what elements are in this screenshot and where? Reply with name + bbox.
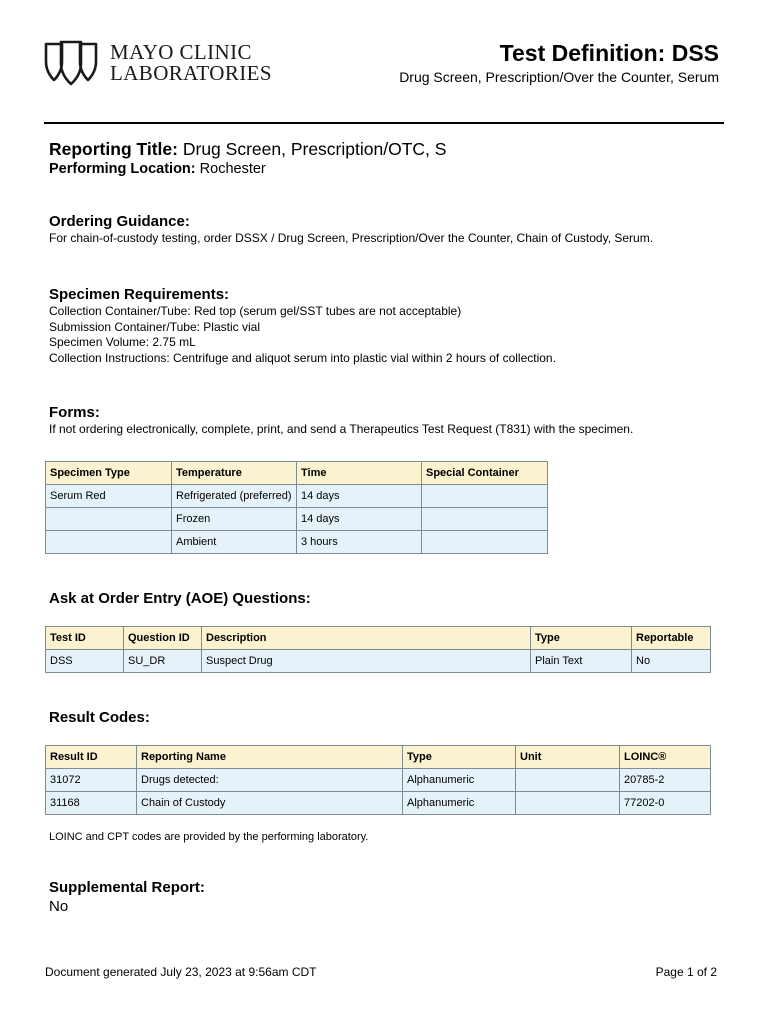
table-header-row — [46, 462, 548, 485]
title-block — [399, 40, 719, 87]
table-cell — [46, 531, 172, 554]
result-codes-heading: Result Codes: — [49, 709, 150, 726]
aoe-table — [45, 626, 711, 673]
table-cell: DSS — [46, 650, 124, 673]
table-cell: 3 hours — [297, 531, 422, 554]
specimen-stability-table — [45, 461, 548, 554]
table-row — [46, 485, 548, 508]
result-codes-section — [49, 708, 150, 727]
specimen-line: Submission Container/Tube: Plastic vial — [49, 319, 260, 334]
table-cell: Serum Red — [46, 485, 172, 508]
table-cell — [516, 792, 620, 815]
table-cell: Refrigerated (preferred) — [172, 485, 297, 508]
document-title: Test Definition: DSS — [499, 40, 719, 66]
mayo-clinic-logo — [44, 40, 272, 86]
reporting-title-label: Reporting Title: — [49, 139, 178, 159]
performing-location-value: Rochester — [199, 161, 266, 177]
table-cell: 14 days — [297, 485, 422, 508]
logo-text — [110, 42, 272, 84]
table-cell: 20785-2 — [620, 769, 711, 792]
table-cell: Suspect Drug — [202, 650, 531, 673]
specimen-line: Collection Instructions: Centrifuge and aliquot serum into plastic vial within 2 hours of collection. — [49, 350, 556, 365]
table-cell: 31168 — [46, 792, 137, 815]
ordering-guidance-heading: Ordering Guidance: — [49, 213, 190, 230]
specimen-line: Collection Container/Tube: Red top (serum gel/SST tubes are not acceptable) — [49, 304, 462, 318]
footer-generated: Document generated July 23, 2023 at 9:56am CDT — [45, 965, 317, 979]
table-cell — [422, 485, 548, 508]
table-cell: Frozen — [172, 508, 297, 531]
column-header: Reporting Name — [137, 746, 403, 769]
table-cell: Chain of Custody — [137, 792, 403, 815]
table-cell: Drugs detected: — [137, 769, 403, 792]
table-row — [46, 508, 548, 531]
supplemental-report-value: No — [49, 898, 69, 915]
performing-location-label: Performing Location: — [49, 161, 196, 177]
table-header-row — [46, 746, 711, 769]
table-cell: SU_DR — [124, 650, 202, 673]
table-cell: 14 days — [297, 508, 422, 531]
reporting-info — [49, 138, 446, 179]
loinc-note: LOINC and CPT codes are provided by the performing laboratory. — [49, 831, 369, 843]
column-header: Test ID — [46, 627, 124, 650]
supplemental-report-section — [49, 878, 205, 916]
reporting-title-value: Drug Screen, Prescription/OTC, S — [182, 139, 447, 159]
logo-line-1: MAYO CLINIC — [110, 40, 252, 64]
table-cell: Alphanumeric — [403, 769, 516, 792]
table-row — [46, 769, 711, 792]
table-cell — [422, 531, 548, 554]
table-cell — [46, 508, 172, 531]
column-header: Reportable — [632, 627, 711, 650]
footer-page-number: Page 1 of 2 — [655, 965, 717, 979]
ordering-guidance-section — [49, 212, 653, 247]
column-header: Specimen Type — [46, 462, 172, 485]
table-header-row — [46, 627, 711, 650]
column-header: Time — [297, 462, 422, 485]
ordering-guidance-text: For chain-of-custody testing, order DSSX / Drug Screen, Prescription/Over the Counter, Chain of Custody, Serum. — [49, 231, 654, 245]
column-header: Type — [531, 627, 632, 650]
table-cell: No — [632, 650, 711, 673]
table-cell — [422, 508, 548, 531]
table-row — [46, 650, 711, 673]
column-header: Result ID — [46, 746, 137, 769]
forms-heading: Forms: — [49, 404, 100, 421]
table-cell: 77202-0 — [620, 792, 711, 815]
aoe-heading: Ask at Order Entry (AOE) Questions: — [49, 590, 311, 607]
specimen-line: Specimen Volume: 2.75 mL — [49, 335, 196, 349]
table-cell: 31072 — [46, 769, 137, 792]
column-header: Temperature — [172, 462, 297, 485]
column-header: Question ID — [124, 627, 202, 650]
table-cell — [516, 769, 620, 792]
logo-line-2: LABORATORIES — [110, 61, 272, 85]
specimen-requirements-heading: Specimen Requirements: — [49, 286, 230, 303]
forms-text: If not ordering electronically, complete, print, and send a Therapeutics Test Request (T831) with the specimen. — [49, 422, 634, 436]
mayo-shields-icon — [44, 40, 98, 86]
column-header: LOINC® — [620, 746, 711, 769]
column-header: Special Container — [422, 462, 548, 485]
table-row — [46, 792, 711, 815]
result-codes-table — [45, 745, 711, 815]
header-divider — [44, 122, 724, 124]
table-cell: Plain Text — [531, 650, 632, 673]
supplemental-report-heading: Supplemental Report: — [49, 879, 205, 896]
table-row — [46, 531, 548, 554]
performing-location — [49, 160, 446, 179]
column-header: Description — [202, 627, 531, 650]
column-header: Type — [403, 746, 516, 769]
column-header: Unit — [516, 746, 620, 769]
aoe-section — [49, 589, 311, 608]
table-cell: Ambient — [172, 531, 297, 554]
reporting-title — [49, 138, 446, 160]
table-cell: Alphanumeric — [403, 792, 516, 815]
forms-section — [49, 403, 633, 438]
specimen-requirements-section — [49, 285, 556, 366]
document-subtitle: Drug Screen, Prescription/Over the Counter, Serum — [399, 69, 719, 85]
